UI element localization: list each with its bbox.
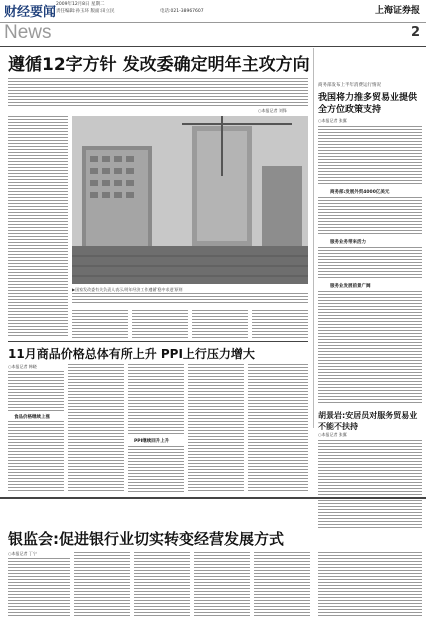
lead-headline: 遵循12字方针 发改委确定明年主攻方向 bbox=[8, 55, 310, 75]
sidebar-headline: 我国将力推多贸易业提供全方位政策支持 bbox=[318, 93, 418, 115]
lead-byline: ○本报记者 刘锋 bbox=[258, 108, 287, 113]
sidebar-text-4 bbox=[318, 291, 422, 403]
cbrc-top-rule bbox=[0, 497, 426, 499]
contact-line: 电话:021-38967607 bbox=[160, 9, 204, 14]
lead-intro-text bbox=[8, 78, 308, 108]
cpi-column-3b bbox=[128, 446, 184, 493]
photo-caption: ▶国家发改委有关负责人表示,明年经济工作遵循'稳中求进'原则 bbox=[72, 287, 183, 292]
sidebar-subhead-3: 服务业发展前景广阔 bbox=[330, 284, 371, 289]
cpi-byline: ○本报记者 韩晓 bbox=[8, 364, 37, 369]
cbrc-column-4 bbox=[194, 552, 250, 618]
masthead-rule bbox=[0, 22, 426, 23]
sidebar-text-5 bbox=[318, 440, 422, 528]
sidebar-text-2 bbox=[318, 197, 422, 235]
cbrc-headline: 银监会:促进银行业切实转变经营发展方式 bbox=[8, 530, 285, 548]
cpi-column-3 bbox=[128, 364, 184, 434]
section-en: News bbox=[4, 22, 52, 43]
sidebar-text-3 bbox=[318, 247, 422, 279]
masthead-bottom-rule bbox=[0, 46, 426, 47]
cbrc-byline: ○本报记者 丁宁 bbox=[8, 551, 37, 556]
cbrc-column-2 bbox=[74, 552, 130, 618]
lead-column-3 bbox=[132, 310, 188, 338]
cpi-column-2 bbox=[68, 364, 124, 493]
lead-photo bbox=[72, 116, 308, 284]
cpi-subhead-1: 食品价格继续上涨 bbox=[14, 415, 50, 420]
cpi-top-rule bbox=[8, 341, 308, 342]
sidebar-headline-2: 胡景岩:安居员对服务贸易业不能不扶持 bbox=[318, 411, 418, 431]
paper-name: 财经要闻 bbox=[4, 5, 57, 20]
sidebar-divider bbox=[313, 48, 314, 428]
lead-column-left bbox=[8, 116, 68, 338]
brand-logo: 上海证券报 bbox=[374, 6, 420, 16]
cbrc-column-6 bbox=[318, 552, 422, 618]
photo-caption-text bbox=[72, 293, 308, 305]
sidebar-byline: ○本报记者 张翼 bbox=[318, 118, 347, 123]
sidebar-text-1 bbox=[318, 126, 422, 186]
cbrc-column-1 bbox=[8, 558, 70, 618]
sidebar-subhead-2: 服务业务带来活力 bbox=[330, 240, 366, 245]
cpi-column-4 bbox=[188, 364, 244, 493]
lead-column-5 bbox=[252, 310, 308, 338]
sidebar-subhead-1: 商务部:发展外贸4000亿美元 bbox=[330, 190, 390, 195]
cbrc-column-3 bbox=[134, 552, 190, 618]
sidebar-kicker: 商务部发布上半年消费运行情况 bbox=[318, 83, 381, 88]
editors-line: 责任编辑:孙玉环 版面:田立民 bbox=[56, 9, 115, 14]
cpi-subhead-2: PPI继续回升上升 bbox=[134, 439, 170, 444]
date-line: 2009年12月8日 星期二 bbox=[56, 2, 105, 7]
cpi-column-5 bbox=[248, 364, 308, 493]
cbrc-column-5 bbox=[254, 552, 310, 618]
construction-scene bbox=[72, 116, 308, 284]
page-number: 2 bbox=[410, 25, 420, 40]
cpi-column-1b bbox=[8, 421, 64, 493]
sidebar-byline-2: ○本报记者 张翼 bbox=[318, 432, 347, 437]
cpi-headline: 11月商品价格总体有所上升 PPI上行压力增大 bbox=[8, 347, 255, 361]
lead-column-2 bbox=[72, 310, 128, 338]
cpi-column-1 bbox=[8, 371, 64, 411]
lead-column-4 bbox=[192, 310, 248, 338]
